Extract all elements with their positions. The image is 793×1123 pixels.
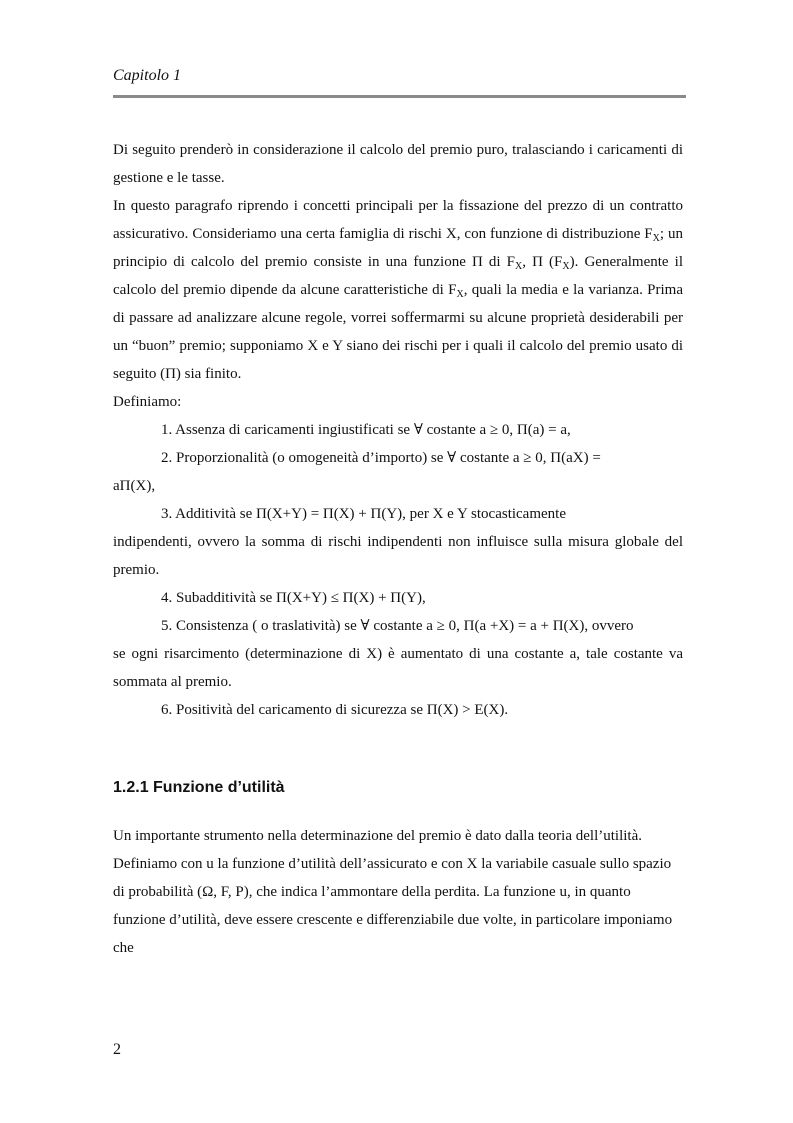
property-item — [113, 584, 683, 612]
paragraph-principles-part-4: ). Generalmente il calcolo del premio dipende da alcune caratteristiche di F — [113, 254, 684, 298]
header-rule — [113, 95, 686, 98]
properties-list — [113, 416, 683, 724]
section-heading: 1.2.1 Funzione d’utilità — [113, 779, 285, 796]
paragraph-intro: Di seguito prenderò in considerazione il calcolo del premio puro, tralasciando i caricamenti di gestione e le tasse. — [113, 142, 683, 186]
paragraph-principles-part-2: ; un principio di calcolo del premio consiste in una funzione Π di F — [113, 226, 683, 270]
property-item — [113, 444, 683, 500]
section-paragraph: Un importante strumento nella determinazione del premio è dato dalla teoria dell’utilità. Definiamo con u la funzione d’utilità dell’assicurato e con X la variabile casuale sullo spazio di probabilità (Ω, F, P), che indica l’ammontare della perdita. La funzione u, in quanto funzione d’utilità, deve essere crescente e differenziabile due volte, in particolare imponiamo che — [113, 828, 673, 956]
property-text: 3. Additività se Π(X+Y) = Π(X) + Π(Y), per X e Y stocasticamente — [161, 506, 566, 522]
property-text-continuation: se ogni risarcimento (determinazione di X) è aumentato di una costante a, tale costante va sommata al premio. — [113, 646, 683, 690]
running-header: Capitolo 1 — [113, 67, 182, 84]
property-item — [113, 696, 683, 724]
property-text-continuation: indipendenti, ovvero la somma di rischi indipendenti non influisce sulla misura globale del premio. — [113, 534, 683, 578]
subscript-x: X — [515, 261, 523, 272]
paragraph-principles-part-1: In questo paragrafo riprendo i concetti principali per la fissazione del prezzo di un contratto assicurativo. Consideriamo una certa famiglia di rischi X, con funzione di distribuzione F — [113, 198, 683, 242]
property-text: 6. Positività del caricamento di sicurezza se Π(X) > E(X). — [161, 702, 509, 718]
page-number: 2 — [113, 1041, 121, 1058]
property-text: 4. Subadditività se Π(X+Y) ≤ Π(X) + Π(Y), — [161, 590, 426, 606]
subscript-x: X — [652, 233, 660, 244]
property-item — [113, 500, 683, 584]
page-body — [113, 136, 683, 962]
paragraph-principles-part-3: , Π (F — [522, 254, 563, 270]
subscript-x: X — [562, 261, 570, 272]
property-text-continuation: aΠ(X), — [113, 478, 156, 494]
property-text: 1. Assenza di caricamenti ingiustificati se ∀ costante a ≥ 0, Π(a) = a, — [161, 422, 571, 438]
subscript-x: X — [456, 289, 464, 300]
paragraph-definitions-lead: Definiamo: — [113, 394, 182, 410]
property-text: 5. Consistenza ( o traslatività) se ∀ costante a ≥ 0, Π(a +X) = a + Π(X), ovvero — [161, 618, 634, 634]
paragraph-principles — [113, 192, 683, 388]
property-item — [113, 416, 683, 444]
property-text: 2. Proporzionalità (o omogeneità d’importo) se ∀ costante a ≥ 0, Π(aX) = — [161, 450, 601, 466]
property-item — [113, 612, 683, 696]
paragraph-principles-part-5: , quali la media e la varianza. Prima di passare ad analizzare alcune regole, vorrei soffermarmi su alcune proprietà desiderabili per un “buon” premio; supponiamo X e Y siano dei rischi per i quali il calcolo del premio usato di seguito (Π) sia finito. — [113, 282, 683, 382]
